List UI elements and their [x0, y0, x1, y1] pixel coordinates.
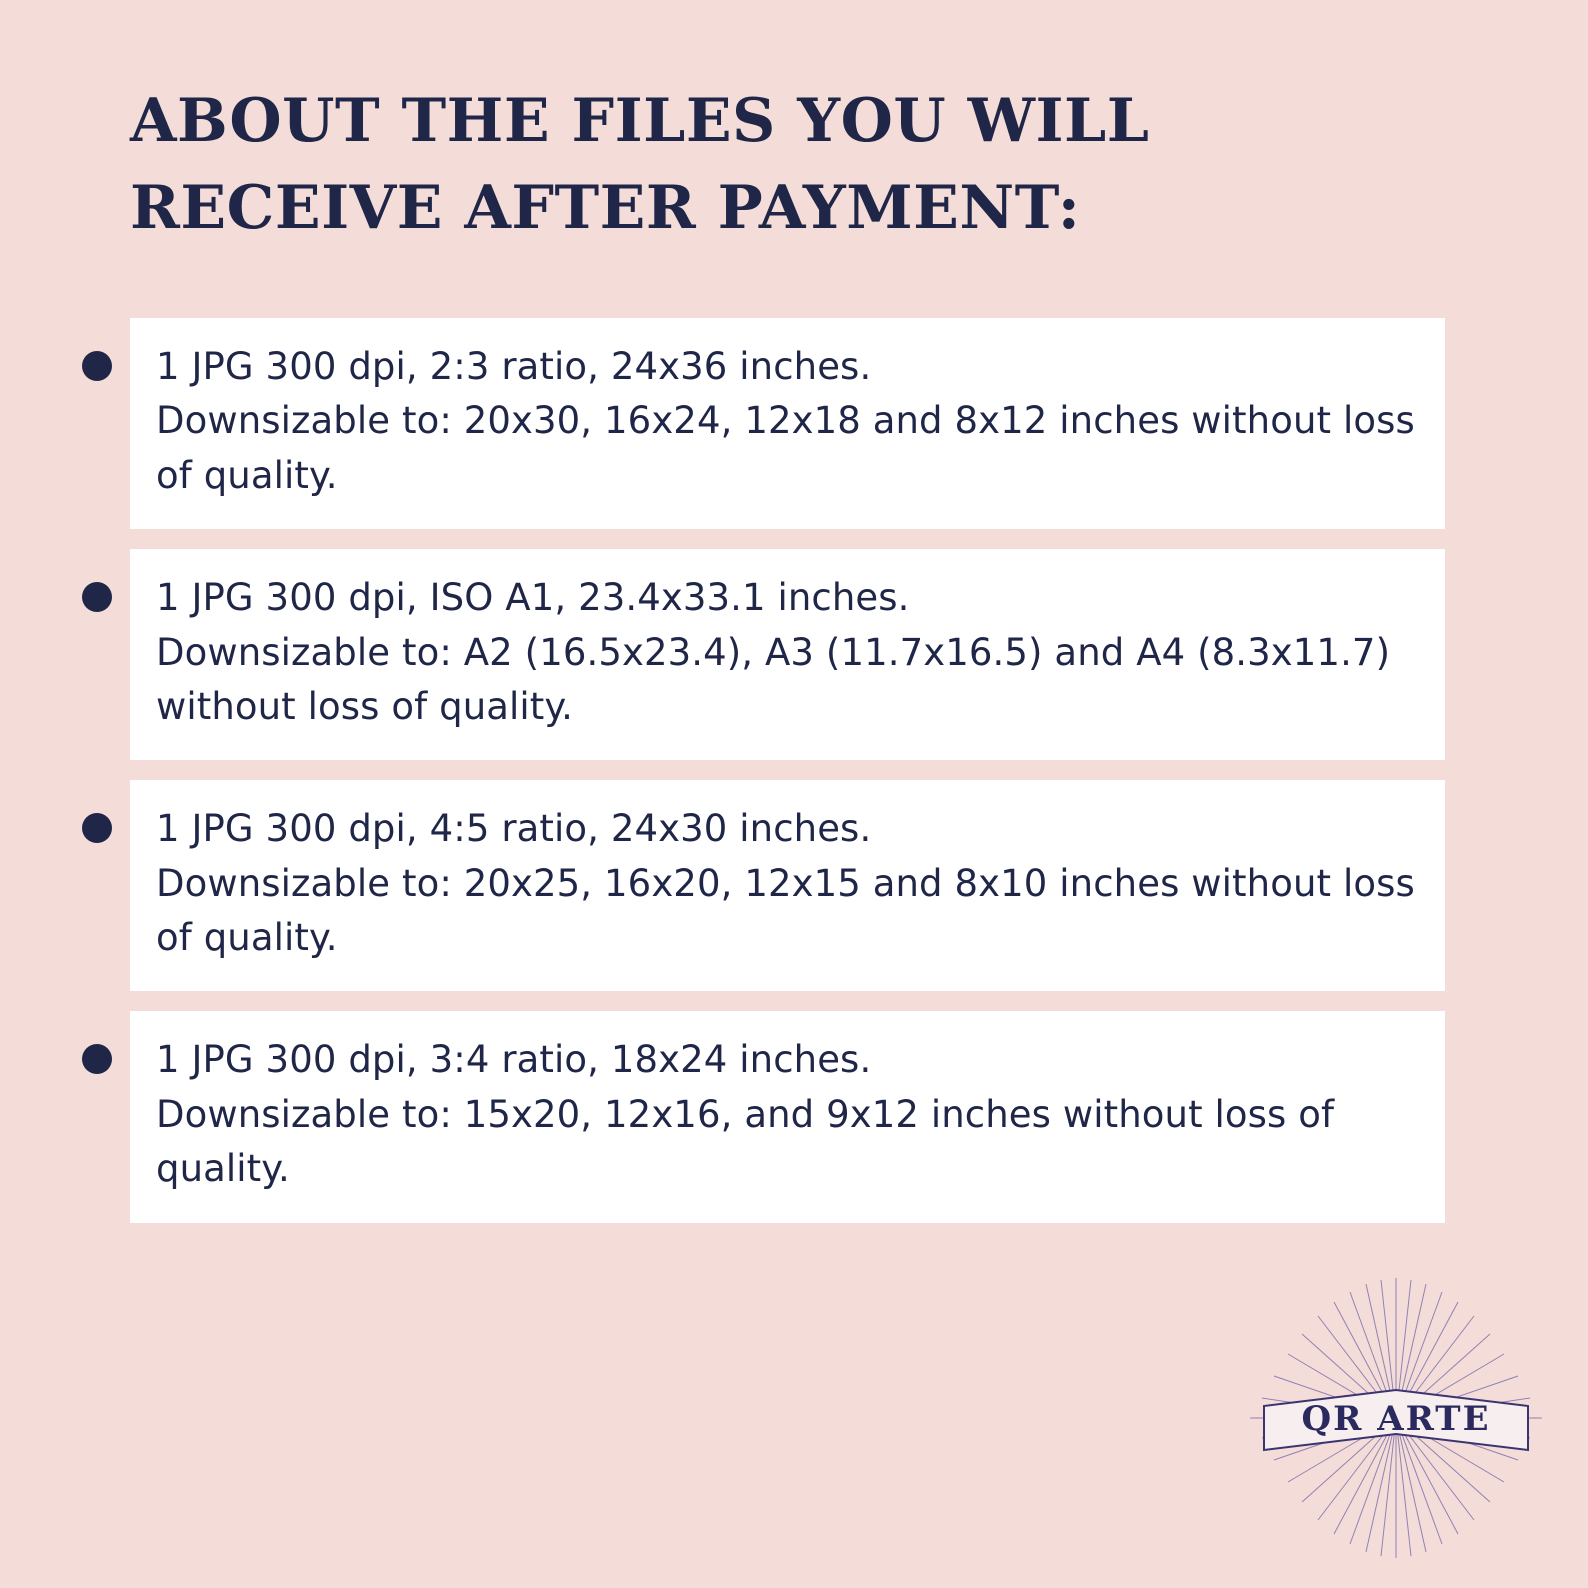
list-item-line1: 1 JPG 300 dpi, ISO A1, 23.4x33.1 inches. — [156, 576, 910, 620]
bullet-icon — [82, 351, 112, 381]
bullet-icon — [82, 813, 112, 843]
bullet-icon — [82, 1044, 112, 1074]
list-item-line2: Downsizable to: A2 (16.5x23.4), A3 (11.7x16.5) and A4 (8.3x11.7) without loss of quality. — [156, 630, 1391, 728]
list-item-panel — [130, 780, 1445, 991]
logo-text: QR ARTE — [1301, 1399, 1491, 1439]
bullet-icon — [82, 582, 112, 612]
list-item-line1: 1 JPG 300 dpi, 3:4 ratio, 18x24 inches. — [156, 1038, 872, 1082]
page-title: ABOUT THE FILES YOU WILL RECEIVE AFTER PAYMENT: — [130, 86, 1150, 243]
list-item-line2: Downsizable to: 20x30, 16x24, 12x18 and 8x12 inches without loss of quality. — [156, 399, 1415, 497]
list-item-line2: Downsizable to: 15x20, 12x16, and 9x12 inches without loss of quality. — [156, 1092, 1335, 1191]
list-item — [0, 1011, 1588, 1222]
list-item — [0, 318, 1588, 529]
list-item-panel — [130, 549, 1445, 760]
file-list — [0, 318, 1588, 1243]
list-item-line1: 1 JPG 300 dpi, 4:5 ratio, 24x30 inches. — [156, 807, 872, 851]
brand-logo — [1246, 1278, 1546, 1558]
list-item — [0, 549, 1588, 760]
list-item-line1: 1 JPG 300 dpi, 2:3 ratio, 24x36 inches. — [156, 345, 872, 388]
list-item-line2: Downsizable to: 20x25, 16x20, 12x15 and 8x10 inches without loss of quality. — [156, 861, 1415, 959]
list-item-panel — [130, 318, 1445, 529]
list-item — [0, 780, 1588, 991]
list-item-panel — [130, 1011, 1445, 1222]
